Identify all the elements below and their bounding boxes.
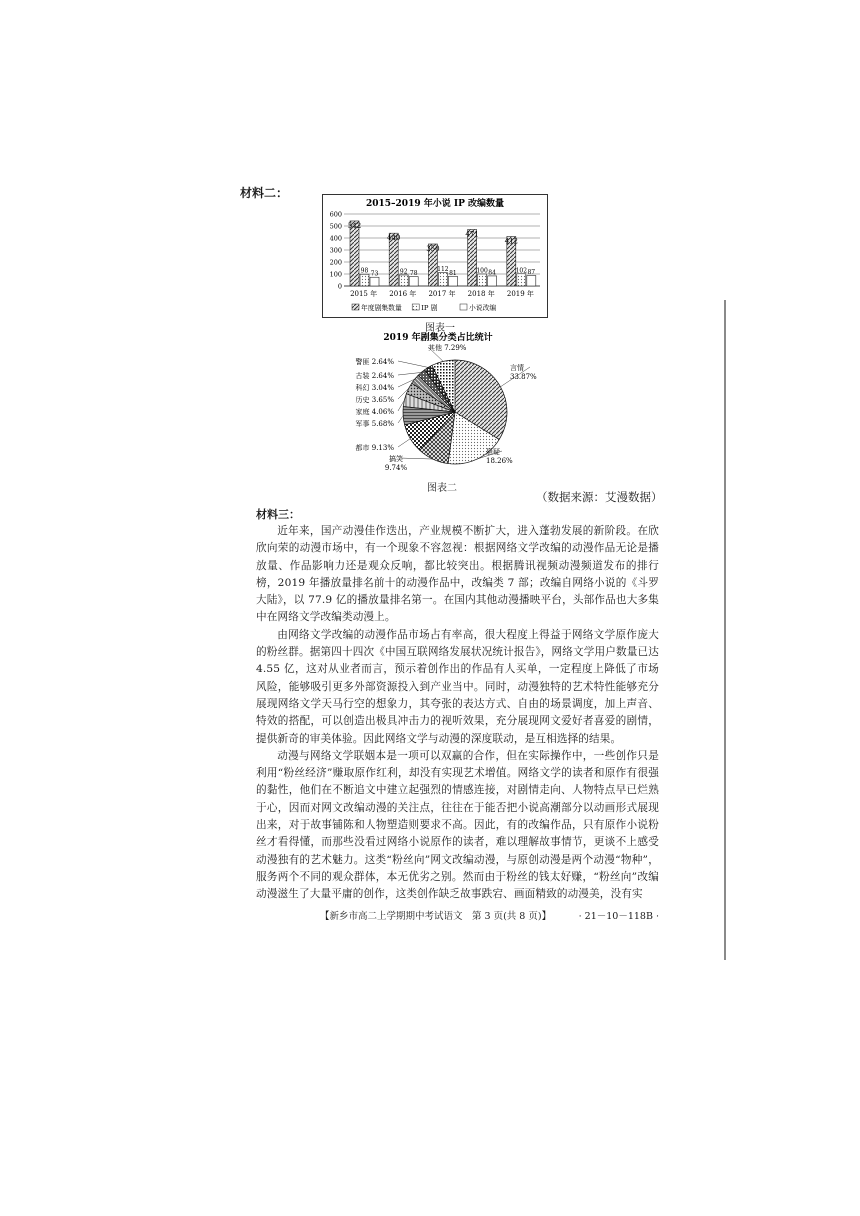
bar-chart-svg	[322, 194, 548, 318]
pie-slice-label: 搞笑	[389, 455, 403, 463]
bar-value-label: 98	[360, 267, 369, 275]
x-tick-label: 2017 年	[428, 290, 456, 298]
bar	[527, 276, 536, 286]
pie-slice-label: 家庭 4.06%	[355, 408, 394, 416]
bar-value-label: 350	[426, 245, 440, 253]
paragraph: 近年来，国产动漫佳作迭出，产业规模不断扩大，进入蓬勃发展的新阶段。在欣欣向荣的动漫市场中，有一个现象不容忽视：根据网络文学改编的动漫作品无论是播放量、作品影响力还是观众反响，都比较突出。根据腾讯视频动漫频道发布的排行榜，2019 年播放量排名前十的动漫作品中，改编类 7 部；改编自网络小说的《斗罗大陆》，以 77.9 亿的播放量排名第一。在国内其他动漫播映平台，头部作品也大多集中在网络文学改编类动漫上。	[256, 525, 659, 624]
legend-swatch	[352, 304, 359, 310]
bar-value-label: 440	[387, 234, 401, 243]
bar	[488, 276, 497, 286]
pie-chart-svg	[320, 330, 560, 480]
pie-chart	[320, 330, 560, 484]
chart1-caption: 图表一	[425, 323, 455, 334]
y-tick-label: 400	[329, 234, 342, 243]
pie-chart-title: 2019 年剧集分类占比统计	[383, 333, 493, 343]
bar-value-label: 78	[409, 270, 418, 278]
x-tick-label: 2015 年	[350, 290, 378, 298]
chart2-caption: 图表二	[427, 483, 457, 494]
bar-value-label: 87	[527, 269, 536, 277]
data-source: （数据来源：艾漫数据）	[536, 490, 663, 504]
pie-slice-label: 警匪 2.64%	[355, 358, 394, 366]
bar-value-label: 100	[476, 267, 488, 275]
pie-leader-line	[398, 372, 421, 375]
legend-swatch	[460, 304, 467, 310]
legend-label: 小说改编	[469, 304, 497, 312]
pie-slice-label: 言情	[510, 364, 524, 372]
bar-value-label: 92	[399, 268, 408, 276]
x-tick-label: 2016 年	[389, 290, 417, 298]
pie-leader-line	[400, 458, 433, 459]
pie-slice-label: 其他 7.29%	[428, 344, 467, 352]
bar-value-label: 412	[504, 237, 518, 246]
x-tick-label: 2019 年	[506, 290, 534, 298]
y-tick-label: 500	[329, 222, 342, 231]
pie-slice-label: 历史 3.65%	[355, 396, 394, 404]
bar	[399, 275, 408, 286]
pie-leader-line	[398, 361, 428, 367]
material-3-text	[256, 523, 659, 904]
legend-label: IP 剧	[421, 304, 438, 312]
y-tick-label: 600	[329, 210, 342, 219]
pie-leader-line	[398, 416, 403, 423]
material-2-label: 材料二：	[240, 186, 289, 200]
y-tick-label: 200	[329, 258, 342, 267]
bar-value-label: 471	[465, 230, 479, 239]
pie-slice-label: 悬疑	[486, 448, 500, 456]
x-tick-label: 2018 年	[467, 290, 495, 298]
bar	[478, 274, 487, 286]
pie-slice-label: 军事 5.68%	[355, 420, 394, 428]
y-tick-label: 100	[329, 270, 342, 279]
scan-edge-line	[724, 300, 726, 960]
bar-value-label: 73	[370, 270, 379, 278]
bar-chart	[322, 194, 548, 322]
pie-slice-label: 科幻 3.04%	[355, 384, 394, 392]
pie-slice-label: 18.26%	[486, 457, 513, 465]
bar	[360, 274, 369, 286]
pie-leader-line	[398, 439, 410, 447]
footer-code: · 21－10－118B ·	[578, 911, 659, 922]
paragraph: 动漫与网络文学联姻本是一项可以双赢的合作，但在实际操作中，一些创作只是利用“粉丝经济”赚取原作红利，却没有实现艺术增值。网络文学的读者和原作有很强的黏性，他们在不断追文中建立起强烈的情感连接，对剧情走向、人物特点早已烂熟于心，因而对网文改编动漫的关注点，往往在于能否把小说高潮部分以动画形式展现出来，对于故事铺陈和人物塑造则要求不高。因此，有的改编作品，只有原作小说粉丝才看得懂，而那些没看过网络小说原作的读者，难以理解故事情节，更谈不上感受动漫独有的艺术魅力。这类“粉丝向”网文改编动漫，与原创动漫是两个动漫“物种”，服务两个不同的观众群体，本无优劣之别。然而由于粉丝的钱太好赚，“粉丝向”改编动漫滋生了大量平庸的创作，这类创作缺乏故事跌宕、画面精致的动漫美，没有实	[256, 749, 659, 901]
bar	[370, 277, 379, 286]
bar-value-label: 84	[488, 269, 496, 277]
bar-value-label: 112	[437, 266, 449, 274]
bar-value-label: 102	[515, 267, 528, 275]
y-tick-label: 300	[329, 246, 342, 255]
paragraph: 由网络文学改编的动漫作品市场占有率高，很大程度上得益于网络文学原作庞大的粉丝群。据第四十四次《中国互联网络发展状况统计报告》，网络文学用户数量已达 4.55 亿，这对从业者而言，预示着创作出的作品有人买单，一定程度上降低了市场风险，能够吸引更多外部资源投入到产业当中。同时，动漫独特的艺术特性能够充分展现网络文学天马行空的想象力，其夸张的表达方式、自由的场景调度，加上声音、特效的搭配，可以创造出极具冲击力的视听效果，充分展现网文爱好者喜爱的剧情，提供新奇的审美体验。因此网络文学与动漫的深度联动，是互相选择的结果。	[256, 628, 659, 745]
pie-slice-label: 古装 2.64%	[355, 372, 394, 380]
bar-value-label: 81	[449, 269, 457, 277]
legend-swatch	[412, 304, 419, 310]
bar-chart-title: 2015–2019 年小说 IP 改编数量	[366, 199, 504, 209]
pie-slice-label: 都市 9.13%	[355, 444, 394, 452]
bar	[438, 273, 447, 286]
pie-slice-label: 9.74%	[384, 464, 408, 472]
footer-title: 【新乡市高二上学期期中考试语文 第 3 页(共 8 页)】	[320, 911, 552, 922]
bar	[517, 274, 526, 286]
bar	[448, 276, 457, 286]
legend-label: 年度剧集数量	[361, 304, 402, 312]
bar-value-label: 542	[347, 221, 362, 230]
material-3-label: 材料三：	[256, 508, 300, 521]
bar	[409, 277, 418, 286]
pie-slice-label: 33.87%	[510, 373, 537, 381]
bar	[347, 221, 362, 286]
y-tick-label: 0	[337, 282, 342, 291]
